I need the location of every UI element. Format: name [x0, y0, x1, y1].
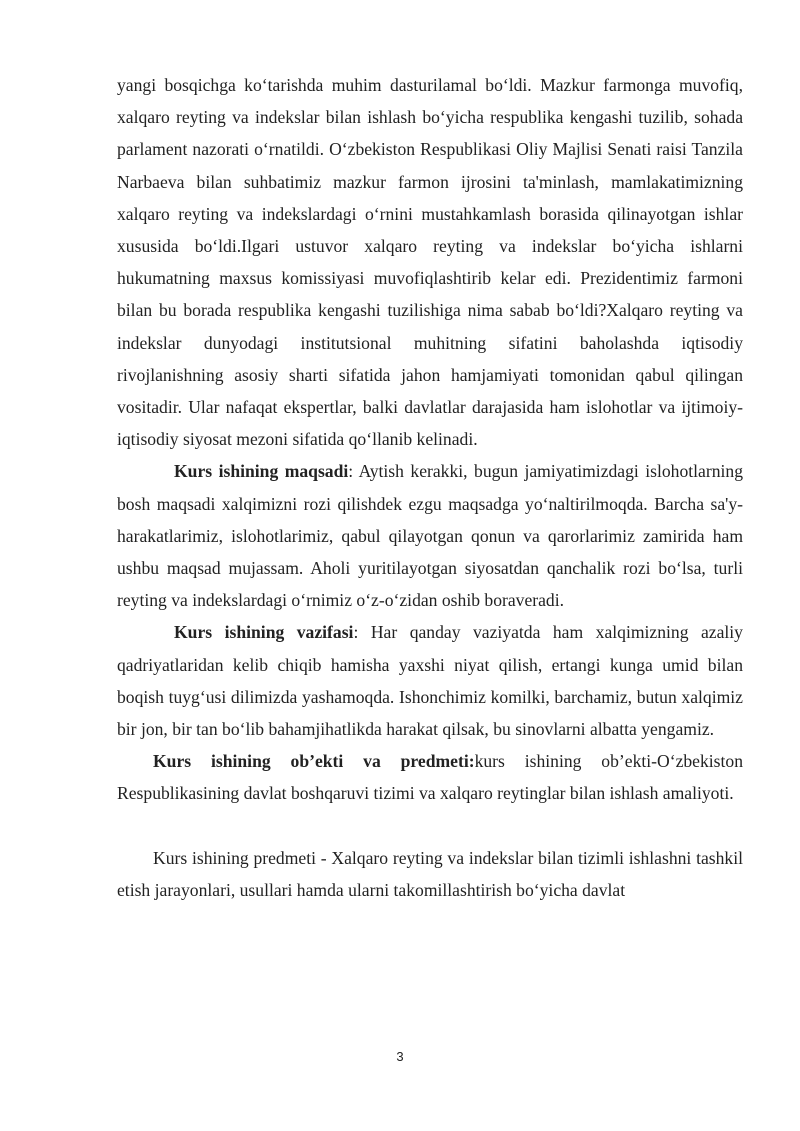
goal-text: : Aytish kerakki, bugun jamiyatimizdagi islohotlarning bosh maqsadi xalqimizni rozi qilishdek ezgu maqsadga yoʻnaltirilmoqda. Barcha sa'y-harakatlarimiz, islohotlarimiz, qabul qilayotgan qonun va qarorlarimiz zamirida ham ushbu maqsad mujassam. Aholi yuritilayotgan siyosatdan qanchalik rozi boʻlsa, turli reyting va indekslardagi oʻrnimiz oʻz-oʻzidan oshib boraveradi.: [117, 461, 743, 611]
paragraph-spacer: [117, 810, 743, 842]
goal-paragraph: [117, 455, 743, 616]
subject-paragraph: Kurs ishining predmeti - Xalqaro reyting va indekslar bilan tizimli ishlashni tashkil etish jarayonlari, usullari hamda ularni takomillashtirish boʻyicha davlat: [117, 847, 743, 900]
document-body: [117, 69, 743, 906]
object-heading: Kurs ishining ob’ekti va predmeti:: [153, 751, 475, 772]
page-number: 3: [396, 1049, 404, 1064]
tasks-text: : Har qanday vaziyatda ham xalqimizning azaliy qadriyatlaridan kelib chiqib hamisha yaxshi niyat qilish, ertangi kunga umid bilan boqish tuygʻusi dilimizda yashamoqda. Ishonchimiz komilki, barchamiz, butun xalqimiz bir jon, bir tan boʻlib bahamjihatlikda harakat qilsak, bu sinovlarni albatta yengamiz.: [117, 622, 743, 740]
object-paragraph: [117, 745, 743, 809]
goal-heading: Kurs ishining maqsadi: [174, 461, 349, 482]
tasks-paragraph: [117, 616, 743, 745]
tasks-heading: Kurs ishining vazifasi: [174, 622, 354, 643]
object-text: kurs ishining ob’ekti-Oʻzbekiston Respublikasining davlat boshqaruvi tizimi va xalqaro reytinglar bilan ishlash amaliyoti.: [117, 751, 743, 804]
body-paragraph-intro: yangi bosqichga koʻtarishda muhim dasturilamal boʻldi. Mazkur farmonga muvofiq, xalqaro reyting va indekslar bilan ishlash boʻyicha respublika kengashi tuzilib, sohada parlament nazorati oʻrnatildi. Oʻzbekiston Respublikasi Oliy Majlisi Senati raisi Tanzila Narbaeva bilan suhbatimiz mazkur farmon ijrosini ta'minlash, mamlakatimizning xalqaro reyting va indekslardagi oʻrnini mustahkamlash borasida qilinayotgan ishlar xususida boʻldi.Ilgari ustuvor xalqaro reyting va indekslar boʻyicha ishlarni hukumatning maxsus komissiyasi muvofiqlashtirib kelar edi. Prezidentimiz farmoni bilan bu borada respublika kengashi tuzilishiga nima sabab boʻldi?Xalqaro reyting va indekslar dunyodagi institutsional muhitning sifatini baholashda iqtisodiy rivojlanishning asosiy sharti sifatida jahon hamjamiyati tomonidan qabul qilingan vositadir. Ular nafaqat ekspertlar, balki davlatlar darajasida ham islohotlar va ijtimoiy-iqtisodiy siyosat mezoni sifatida qoʻllanib kelinadi.: [117, 75, 743, 450]
